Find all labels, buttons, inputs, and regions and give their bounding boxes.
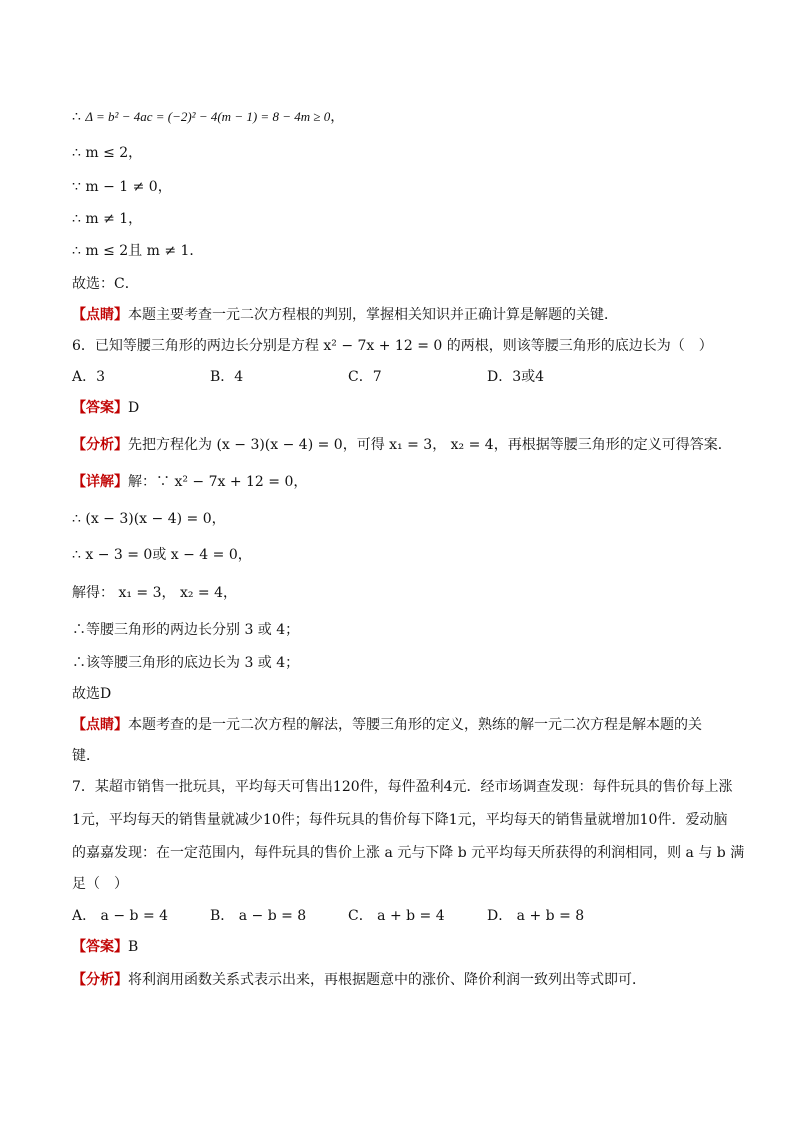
q6-answer: [72, 398, 139, 418]
answer-value: B: [128, 939, 139, 955]
q7-option-a: A． a − b = 4: [72, 908, 169, 924]
q7-option-d: D． a + b = 8: [487, 908, 585, 924]
q6-detail-1: [72, 472, 307, 492]
detail-text: 解：∵ x² − 7x + 12 = 0，: [128, 474, 308, 490]
discriminant-expression: Δ = b² − 4ac = (−2)² − 4(m − 1) = 8 − 4m ≥ 0: [85, 109, 331, 124]
q6-detail-7: 故选D: [72, 686, 112, 702]
point-text: 本题考查的是一元二次方程的解法，等腰三角形的定义，熟练的解一元二次方程是解本题的关: [128, 717, 702, 733]
point-text: 本题主要考查一元二次方程根的判别，掌握相关知识并正确计算是解题的关键．: [128, 307, 618, 323]
therefore-symbol: ∴: [72, 109, 81, 125]
analysis-text: 先把方程化为 (x − 3)(x − 4) = 0，可得 x₁ = 3， x₂ = 4，再根据等腰三角形的定义可得答案．: [128, 437, 732, 453]
q5-line-3: ∵ m − 1 ≠ 0，: [72, 179, 172, 195]
answer-tag: 【答案】: [72, 400, 128, 416]
q7-stem-3: 的嘉嘉发现：在一定范围内，每件玩具的售价上涨 a 元与下降 b 元平均每天所获得的利润相同，则 a 与 b 满: [72, 845, 745, 861]
comma: ，: [330, 109, 345, 125]
analysis-tag: 【分析】: [72, 972, 128, 988]
q6-detail-2: ∴ (x − 3)(x − 4) = 0，: [72, 511, 226, 527]
q5-discriminant-line: [72, 107, 344, 127]
point-tag: 【点睛】: [72, 717, 128, 733]
q7-stem-2: 1元，平均每天的销售量就减少10件；每件玩具的售价每下降1元，平均每天的销售量就增加10件．爱动脑: [72, 812, 728, 828]
q5-point: [72, 305, 618, 325]
q6-option-a: A．3: [72, 369, 106, 385]
analysis-tag: 【分析】: [72, 437, 128, 453]
q6-detail-3: ∴ x − 3 = 0或 x − 4 = 0，: [72, 547, 252, 563]
q6-detail-6: ∴该等腰三角形的底边长为 3 或 4；: [72, 655, 300, 671]
q7-stem-4: 足（ ）: [72, 876, 128, 892]
q6-option-b: B．4: [210, 369, 244, 385]
q5-line-2: ∴ m ≤ 2，: [72, 145, 143, 161]
answer-value: D: [128, 400, 140, 416]
q6-analysis: [72, 435, 732, 455]
q6-option-d: D．3或4: [487, 369, 545, 385]
analysis-text: 将利润用函数关系式表示出来，再根据题意中的涨价、降价利润一致列出等式即可．: [128, 972, 646, 988]
q5-line-5: ∴ m ≤ 2且 m ≠ 1．: [72, 243, 204, 259]
q5-line-4: ∴ m ≠ 1，: [72, 211, 143, 227]
q7-answer: [72, 937, 138, 957]
q6-point: [72, 715, 702, 735]
q5-choice: 故选：C．: [72, 276, 139, 292]
q6-option-c: C．7: [348, 369, 382, 385]
q7-analysis: [72, 970, 646, 990]
q6-point-cont: 键．: [72, 748, 100, 764]
q7-option-c: C． a + b = 4: [348, 908, 445, 924]
detail-tag: 【详解】: [72, 474, 128, 490]
q6-detail-4: 解得： x₁ = 3， x₂ = 4，: [72, 585, 237, 601]
q7-option-b: B． a − b = 8: [210, 908, 307, 924]
point-tag: 【点睛】: [72, 307, 128, 323]
q7-stem-1: 7．某超市销售一批玩具，平均每天可售出120件，每件盈利4元．经市场调查发现：每件玩具的售价每上涨: [72, 779, 733, 795]
q6-detail-5: ∴等腰三角形的两边长分别 3 或 4；: [72, 622, 300, 638]
answer-tag: 【答案】: [72, 939, 128, 955]
q6-stem: 6．已知等腰三角形的两边长分别是方程 x² − 7x + 12 = 0 的两根，则该等腰三角形的底边长为（ ）: [72, 338, 713, 354]
